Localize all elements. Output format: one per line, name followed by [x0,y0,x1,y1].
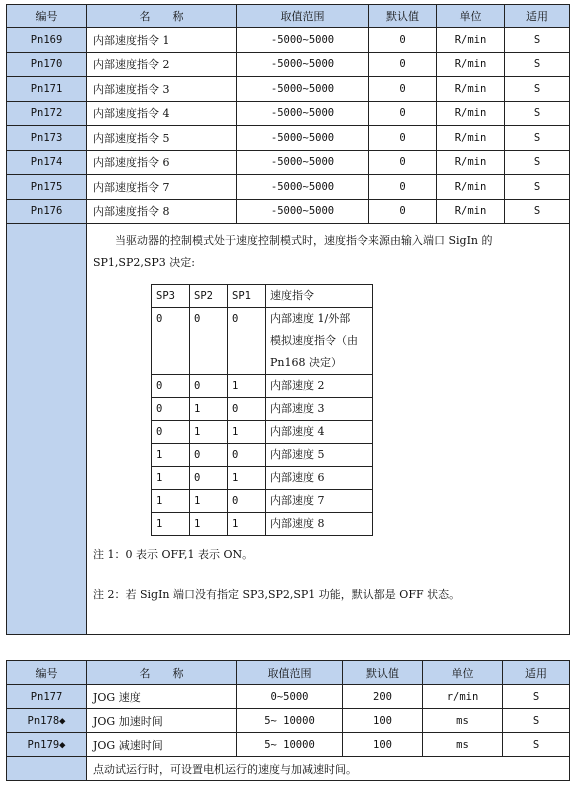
param-applies: S [505,28,570,53]
sp2-value: 0 [190,444,228,467]
header-number: 编号 [7,5,87,28]
param-unit: R/min [437,150,505,175]
param-name: JOG 减速时间 [87,733,237,757]
table-row [152,398,373,421]
table-row [152,375,373,398]
note-2: 注 2：若 SigIn 端口没有指定 SP3,SP2,SP1 功能，默认都是 OFF 状态。 [93,588,461,601]
sp2-value: 1 [190,490,228,513]
sp1-value: 1 [228,513,266,536]
description-cell [87,224,570,635]
speed-command-line: 内部速度 7 [266,490,373,513]
param-applies: S [505,52,570,77]
param-default: 0 [369,101,437,126]
sp1-value: 0 [228,490,266,513]
param-range: 5~ 10000 [237,733,343,757]
table-row [7,175,570,200]
param-range: -5000~5000 [237,175,369,200]
sp1-value: 1 [228,375,266,398]
param-default: 200 [343,685,423,709]
param-unit: R/min [437,28,505,53]
param-number: Pn172 [7,101,87,126]
inner-header-sp3: SP3 [152,285,190,308]
param-number: Pn170 [7,52,87,77]
param-range: -5000~5000 [237,126,369,151]
param-range: -5000~5000 [237,199,369,224]
table-row [7,28,570,53]
param-number: Pn173 [7,126,87,151]
param-default: 0 [369,175,437,200]
param-number: Pn174 [7,150,87,175]
param-unit: R/min [437,101,505,126]
sp3-value: 1 [152,467,190,490]
param-name: 内部速度指令 6 [87,150,237,175]
inner-header-sp2: SP2 [190,285,228,308]
param-default: 100 [343,709,423,733]
speed-command-line: 内部速度 3 [266,398,373,421]
parameter-table-2 [6,660,570,781]
param-applies: S [505,175,570,200]
param-number: Pn177 [7,685,87,709]
param-range: -5000~5000 [237,52,369,77]
sp3-value: 1 [152,513,190,536]
table-row [7,733,570,757]
description-line-2: SP1,SP2,SP3 决定: [93,256,196,269]
param-range: -5000~5000 [237,77,369,102]
param-name: 内部速度指令 5 [87,126,237,151]
sp1-value: 0 [228,398,266,421]
param-range: -5000~5000 [237,101,369,126]
table-row [152,444,373,467]
table-row [7,150,570,175]
table1-header-row [7,5,570,28]
table-row [152,467,373,490]
header-name: 名 称 [87,661,237,685]
param-applies: S [505,101,570,126]
speed-command-cell [266,308,373,375]
param-default: 100 [343,733,423,757]
param-number: Pn179◆ [7,733,87,757]
sp2-value: 1 [190,398,228,421]
param-applies: S [503,709,570,733]
param-name: JOG 加速时间 [87,709,237,733]
sp3-value: 0 [152,375,190,398]
speed-command-table [151,284,373,536]
param-applies: S [505,77,570,102]
header-name: 名 称 [87,5,237,28]
param-applies: S [505,199,570,224]
speed-command-line: 内部速度 1/外部 [270,312,351,325]
table-row [152,308,373,375]
header-applies: 适用 [505,5,570,28]
header-unit: 单位 [423,661,503,685]
table2-header-row [7,661,570,685]
param-unit: R/min [437,175,505,200]
sp2-value: 0 [190,375,228,398]
speed-command-line: 内部速度 5 [266,444,373,467]
header-unit: 单位 [437,5,505,28]
param-name: 内部速度指令 4 [87,101,237,126]
param-unit: r/min [423,685,503,709]
sp3-value: 1 [152,490,190,513]
table-row [7,101,570,126]
param-unit: ms [423,709,503,733]
header-range: 取值范围 [237,5,369,28]
sp3-value: 1 [152,444,190,467]
sp3-value: 0 [152,421,190,444]
sp3-value: 0 [152,308,190,375]
param-unit: R/min [437,52,505,77]
inner-header-command: 速度指令 [266,285,373,308]
param-range: -5000~5000 [237,28,369,53]
param-unit: ms [423,733,503,757]
sp1-value: 0 [228,308,266,375]
param-name: JOG 速度 [87,685,237,709]
param-unit: R/min [437,126,505,151]
param-default: 0 [369,52,437,77]
sp2-value: 0 [190,308,228,375]
sp1-value: 0 [228,444,266,467]
param-name: 内部速度指令 7 [87,175,237,200]
param-applies: S [505,126,570,151]
speed-command-line: 内部速度 2 [266,375,373,398]
param-range: 0~5000 [237,685,343,709]
table-row [152,490,373,513]
speed-command-line: Pn168 决定） [270,356,342,369]
param-unit: R/min [437,77,505,102]
param-name: 内部速度指令 1 [87,28,237,53]
param-unit: R/min [437,199,505,224]
table-row [7,709,570,733]
description-row [7,224,570,635]
param-applies: S [503,733,570,757]
inner-header-sp1: SP1 [228,285,266,308]
parameter-table-1 [6,4,570,635]
table-row [7,685,570,709]
param-default: 0 [369,199,437,224]
param-name: 内部速度指令 8 [87,199,237,224]
speed-command-line: 内部速度 8 [266,513,373,536]
header-default: 默认值 [343,661,423,685]
param-applies: S [505,150,570,175]
sp3-value: 0 [152,398,190,421]
description-side-cell [7,224,87,635]
param-name: 内部速度指令 2 [87,52,237,77]
description-line-1: 当驱动器的控制模式处于速度控制模式时，速度指令来源由输入端口 SigIn 的 [115,234,493,247]
note-1: 注 1：0 表示 OFF,1 表示 ON。 [93,548,254,561]
header-applies: 适用 [503,661,570,685]
param-default: 0 [369,150,437,175]
param-range: -5000~5000 [237,150,369,175]
param-default: 0 [369,126,437,151]
description-cell: 点动试运行时，可设置电机运行的速度与加减速时间。 [87,757,570,781]
param-number: Pn178◆ [7,709,87,733]
table-row [152,421,373,444]
header-number: 编号 [7,661,87,685]
table-row [7,77,570,102]
speed-command-line: 内部速度 4 [266,421,373,444]
table-row [152,513,373,536]
sp1-value: 1 [228,467,266,490]
param-number: Pn169 [7,28,87,53]
sp2-value: 1 [190,513,228,536]
param-name: 内部速度指令 3 [87,77,237,102]
description-side-cell [7,757,87,781]
speed-command-line: 模拟速度指令（由 [270,334,358,347]
param-default: 0 [369,28,437,53]
table-row [7,52,570,77]
header-range: 取值范围 [237,661,343,685]
table-row [7,199,570,224]
param-number: Pn171 [7,77,87,102]
param-number: Pn175 [7,175,87,200]
param-number: Pn176 [7,199,87,224]
inner-header-row [152,285,373,308]
param-applies: S [503,685,570,709]
sp1-value: 1 [228,421,266,444]
sp2-value: 0 [190,467,228,490]
header-default: 默认值 [369,5,437,28]
sp2-value: 1 [190,421,228,444]
description-row [7,757,570,781]
speed-command-line: 内部速度 6 [266,467,373,490]
param-range: 5~ 10000 [237,709,343,733]
table-row [7,126,570,151]
param-default: 0 [369,77,437,102]
